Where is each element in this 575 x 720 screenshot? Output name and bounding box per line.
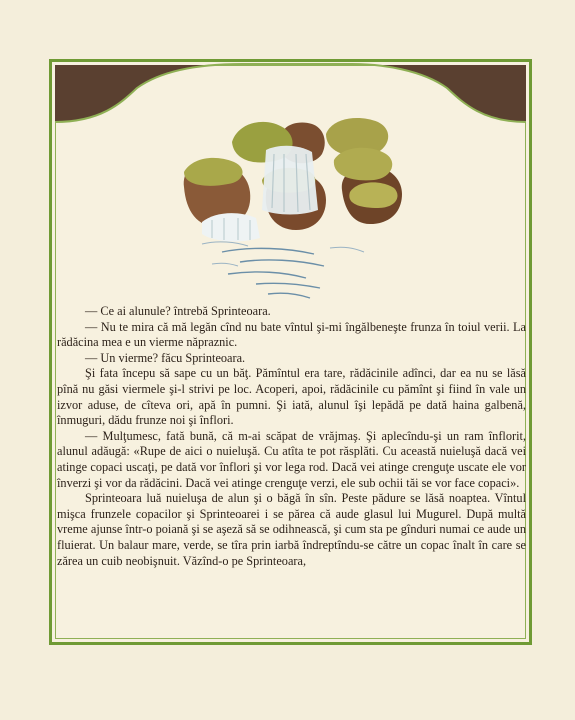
paragraph: — Ce ai alunule? întrebă Sprinteoara. [85, 304, 271, 318]
paragraph: Sprinteoara luă nuieluşa de alun şi o băgă în sîn. Peste pădure se lăsă noaptea. Vîntul mişca frunzele copacilor şi Sprinteoarei i se părea că aude glasul lui Mugurel. După multă vreme ajunse într-o poiană şi se aşeză să se odihnească, şi cum sta pe gînduri numai ce aude un fluierat. Un balaur mare, verde, se tîra prin iarbă îndreptîndu-se către un copac înalt în care se zărea un cuib neobişnuit. Văzînd-o pe Sprinteoara, [57, 491, 526, 568]
paragraph: — Un vierme? făcu Sprinteoara. [85, 350, 246, 365]
waterfall-illustration [52, 62, 529, 312]
paragraph: Şi fata începu să sape cu un băţ. Pămîntul era tare, rădăcinile adînci, dar ea nu se lăsă pînă nu găsi viermele şi-l strivi pe loc. Acoperi, apoi, rădăcinile cu pămînt şi fiind în vale un izvor aduse, de cîteva ori, apă în pumni. Şi iată, alunul îşi lepădă pe dată haina galbenă, înmuguri, dădu frunze noi şi înflori. [57, 366, 526, 428]
paragraph: — Nu te mira că mă legăn cînd nu bate vîntul şi-mi îngălbeneşte frunza în toiul verii. La rădăcina mea e un vierme năpraznic. [57, 319, 526, 350]
water-ripples [222, 248, 324, 298]
paragraph: — Mulţumesc, fată bună, că m-ai scăpat de vrăjmaş. Şi aplecîndu-şi un ram înflorit, alunul adăugă: «Rupe de aici o nuieluşă. Cu atîta te pot răsplăti. Cu această nuieluşă dacă vei atinge copaci uscaţi, pe dată vor înflori şi vor lega rod. Dacă vei atinge crenguţe uscate ele vor înverzi şi vor da rădăcini. Dacă vei atinge crenguţe verzi, ele sub ochii tăi se vor face copaci». [57, 428, 526, 490]
header-band [55, 64, 526, 122]
story-text [57, 304, 526, 569]
